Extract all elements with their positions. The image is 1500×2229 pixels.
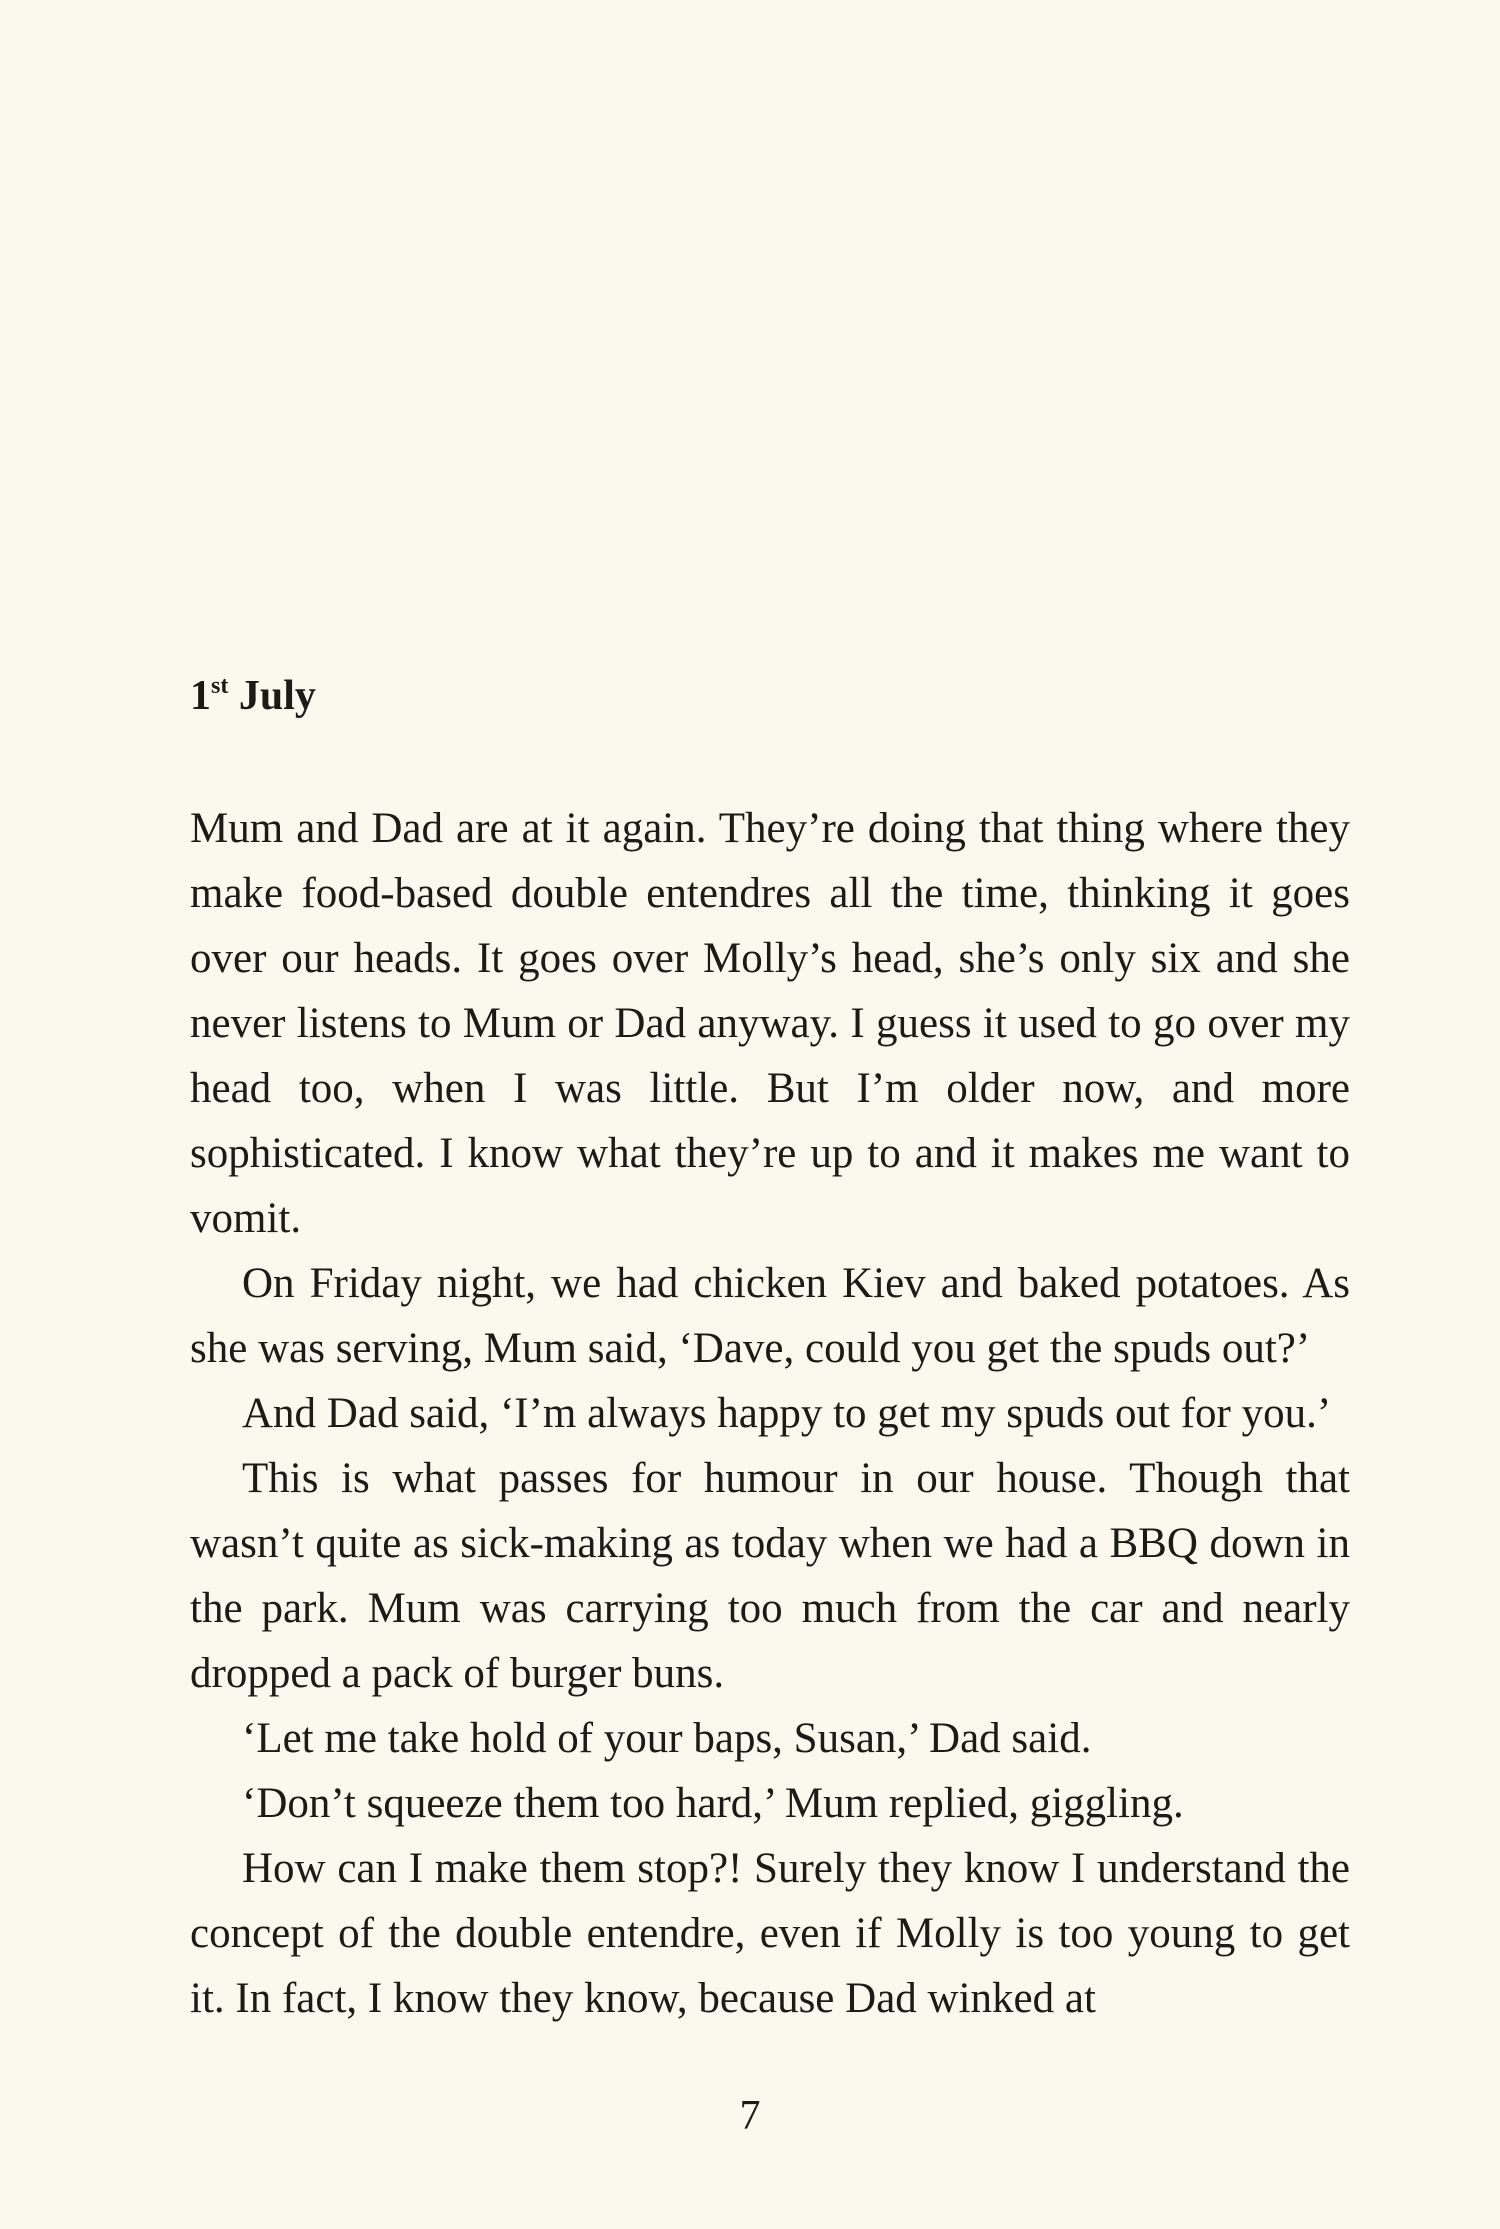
paragraph: On Friday night, we had chicken Kiev and baked potatoes. As she was serving, Mum said, ‘Dave, could you get the spuds out?’ [190,1260,1350,1372]
paragraph: And Dad said, ‘I’m always happy to get my spuds out for you.’ [242,1390,1332,1437]
paragraph: ‘Let me take hold of your baps, Susan,’ Dad said. [242,1715,1092,1762]
date-month: July [238,673,316,719]
paragraph: How can I make them stop?! Surely they know I understand the concept of the double entendre, even if Molly is too young to get it. In fact, I know they know, because Dad winked at [190,1845,1350,2022]
paragraph: This is what passes for humour in our house. Though that wasn’t quite as sick-making as today when we had a BBQ down in the park. Mum was carrying too much from the car and nearly dropped a pack of burger buns. [190,1455,1350,1697]
page-number: 7 [739,2093,761,2139]
diary-date-heading [190,668,316,724]
date-day: 1 [190,673,211,719]
date-suffix: st [211,673,229,699]
paragraph: Mum and Dad are at it again. They’re doing that thing where they make food-based double entendres all the time, thinking it goes over our heads. It goes over Molly’s head, she’s only six and she never listens to Mum or Dad anyway. I guess it used to go over my head too, when I was little. But I’m older now, and more sophisticated. I know what they’re up to and it makes me want to vomit. [190,805,1350,1242]
diary-entry-text [190,796,1350,2031]
paragraph: ‘Don’t squeeze them too hard,’ Mum replied, giggling. [242,1780,1184,1827]
